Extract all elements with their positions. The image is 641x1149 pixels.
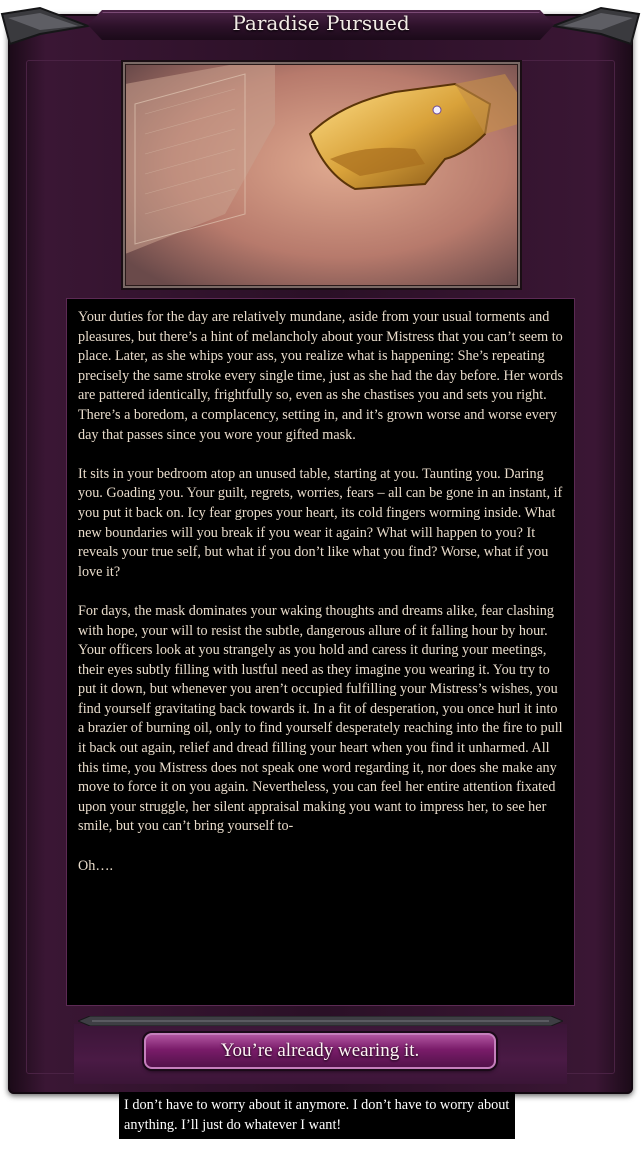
left-corner-ornament-icon	[0, 4, 90, 50]
story-text-panel	[66, 298, 575, 1006]
event-illustration	[123, 62, 520, 288]
divider-ornament-icon	[78, 1016, 563, 1026]
choice-tooltip: I don’t have to worry about it anymore. I don’t have to worry about anything. I’ll just do whatever I want!	[119, 1092, 515, 1139]
story-paragraph-3: For days, the mask dominates your waking thoughts and dreams alike, fear clashing with hope, your will to resist the subtle, dangerous allure of it falling hour by hour. Your officers look at you strangely as you hold and caress it during your meetings, their eyes subtly filling with lustful need as they imagine you wearing it. You try to put it down, but whenever you aren’t occupied fulfilling your Mistress’s wishes, you find yourself gravitating back towards it. In a fit of desperation, you once hurl it into a brazier of burning oil, only to find yourself desperately reaching into the fire to pull it back out again, relief and dread filling your heart when you find it unharmed. All this time, you Mistress does not speak one word regarding it, nor does she make any move to force it on you again. Nevertheless, you can feel her entire attention fixated upon your struggle, her silent appraisal making you want to impress her, to see her smile, but you can’t bring yourself to-	[78, 602, 563, 835]
story-paragraph-2: It sits in your bedroom atop an unused table, starting at you. Taunting you. Daring you. Goading you. Your guilt, regrets, worries, fears – all can be gone in an instant, if you put it back on. Icy fear gropes your heart, its cold fingers worming inside. What new boundaries will you break if you wear it again? What will happen to you? It reveals your true self, but what if you don’t like what you find? Worse, what if you love it?	[78, 465, 563, 580]
story-paragraph-4: Oh….	[78, 857, 114, 874]
right-corner-ornament-icon	[551, 4, 641, 50]
window-title: Paradise Pursued	[232, 11, 410, 35]
golden-mask-image	[125, 64, 518, 286]
choice-button[interactable]: You’re already wearing it.	[144, 1033, 496, 1069]
story-paragraph-1: Your duties for the day are relatively mundane, aside from your usual torments and pleasures, but there’s a hint of melancholy about your Mistress that you can’t seem to place. Later, as she whips your ass, you realize what is happening: She’s repeating precisely the same stroke every single time, just as she had the day before. Her words are pattered identically, frightfully so, even as she chastises you and sets you right. There’s a boredom, a complacency, setting in, and it’s grown worse and worse every day that passes since you wore your gifted mask.	[78, 309, 563, 443]
